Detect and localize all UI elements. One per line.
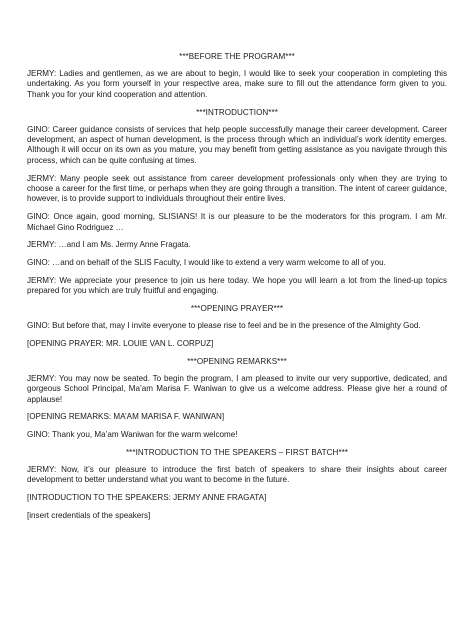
section-heading-before-program: ***BEFORE THE PROGRAM*** xyxy=(179,52,295,61)
paragraph-insert-credentials: [insert credentials of the speakers] xyxy=(27,511,151,521)
paragraph-jermy-cooperation: JERMY: Ladies and gentlemen, as we are about to begin, I would like to seek your cooperation in completing this undertaking. As you form yourself in your respective area, make sure to fill out the attendance form given to you. Thank you for your kind cooperation and attention. xyxy=(27,69,447,99)
paragraph-gino-career-guidance: GINO: Career guidance consists of services that help people successfully manage their career development. Career development, an aspect of human development, is the process through which an individual’s work identity emerges. Although it will occur on its own as you mature, you may benefit from getting assistance as you navigate through this process, which can be quite confusing at times. xyxy=(27,124,447,165)
paragraph-gino-welcome: GINO: …and on behalf of the SLIS Faculty, I would like to extend a very warm welcome to all of you. xyxy=(27,258,386,268)
paragraph-opening-remarks-note: [OPENING REMARKS: MA’AM MARISA F. WANIWAN] xyxy=(27,412,225,422)
paragraph-gino-thanks: GINO: Thank you, Ma’am Waniwan for the warm welcome! xyxy=(27,430,238,440)
paragraph-intro-speakers-note: [INTRODUCTION TO THE SPEAKERS: JERMY ANNE FRAGATA] xyxy=(27,493,267,503)
paragraph-jermy-career-professionals: JERMY: Many people seek out assistance from career development professionals only when they are trying to choose a career for the first time, or perhaps when they are going through a transition. The intent of career guidance, however, is to provide support to individuals throughout their entire lives. xyxy=(27,173,447,204)
paragraph-jermy-appreciate: JERMY: We appreciate your presence to join us here today. We hope you will learn a lot from the lined-up topics prepared for you which are truly fruitful and engaging. xyxy=(27,276,447,296)
paragraph-jermy-first-batch: JERMY: Now, it’s our pleasure to introduce the first batch of speakers to share their insights about career development to better understand what you want to become in the future. xyxy=(27,465,447,485)
paragraph-jermy-name: JERMY: …and I am Ms. Jermy Anne Fragata. xyxy=(27,240,191,250)
section-heading-opening-remarks: ***OPENING REMARKS*** xyxy=(187,356,287,366)
paragraph-gino-moderators: GINO: Once again, good morning, SLISIANS! It is our pleasure to be the moderators for this program. I am Mr. Michael Gino Rodriguez … xyxy=(27,212,447,232)
paragraph-gino-rise: GINO: But before that, may I invite everyone to please rise to feel and be in the presence of the Almighty God. xyxy=(27,321,421,331)
section-heading-opening-prayer: ***OPENING PRAYER*** xyxy=(190,304,284,314)
paragraph-opening-prayer-note: [OPENING PRAYER: MR. LOUIE VAN L. CORPUZ] xyxy=(27,339,214,349)
section-heading-introduction: ***INTRODUCTION*** xyxy=(196,107,278,117)
section-heading-intro-speakers: ***INTRODUCTION TO THE SPEAKERS – FIRST BATCH*** xyxy=(125,448,349,458)
paragraph-jermy-seated: JERMY: You may now be seated. To begin the program, I am pleased to invite our very supportive, dedicated, and gorgeous School Principal, Ma’am Marisa F. Waniwan to give us a welcome address. Please give her a round of applause! xyxy=(27,373,447,404)
